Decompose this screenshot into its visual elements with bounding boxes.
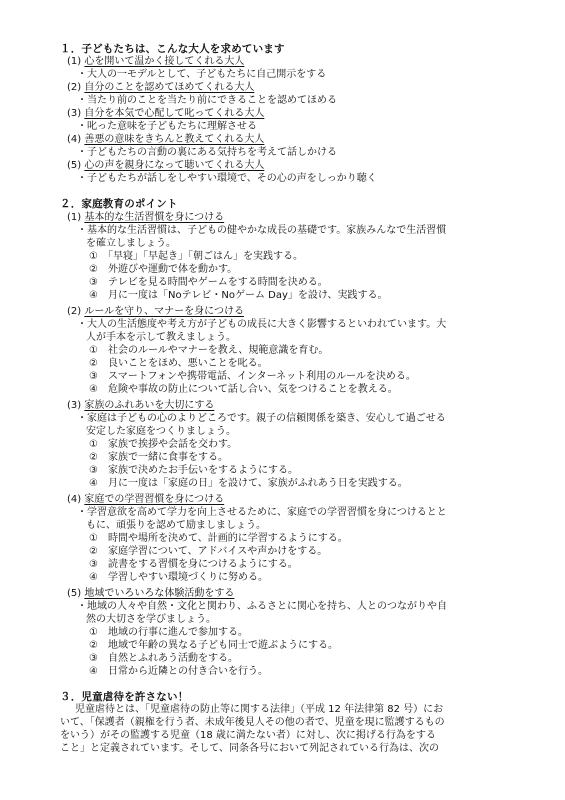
s2-item5-bullet: ・地域の人々や自然・文化と関わり、ふるさとに関心を持ち、人とのつながりや自 [77,601,447,612]
list-item: ① 地域の行事に進んで参加する。 [89,627,248,638]
paragraph-line: こと」と定義されています。そして、同条各号において列記されている行為は、次の [60,743,439,754]
list-item: ③ 自然とふれあう活動をする。 [89,653,238,664]
s1-item5-title: (5) 心の声を親身になって聴いてくれる大人 [67,160,265,171]
list-item: ① 「早寝」「早起き」「朝ごはん」を実践する。 [89,251,303,262]
list-item: ③ テレビを見る時間やゲームをする時間を決める。 [89,277,328,288]
section2-heading: ２．家庭教育のポイント [60,198,178,210]
s2-item5-title: (5) 地域でいろいろな体験活動をする [67,588,235,599]
paragraph-line: いて、「保護者（親権を行う者、未成年後見人その他の者で、児童を現に監護するもの [60,717,445,728]
s1-item4-bullet: ・子どもたちの言動の裏にある気持ちを考えて話しかける [77,147,337,158]
s1-item2-title: (2) 自分のことを認めてほめてくれる大人 [67,82,255,93]
list-item: ④ 学習しやすい環境づくりに努める。 [89,572,268,583]
s2-item3-title: (3) 家族のふれあいを大切にする [67,400,215,411]
list-item: ③ 家族で決めたお手伝いをするようにする。 [89,465,298,476]
s2-item1-title: (1) 基本的な生活習慣を身につける [67,212,225,223]
list-item: ③ 読書をする習慣を身につけるようにする。 [89,559,298,570]
s2-item4-title: (4) 家庭での学習習慣を身につける [67,494,225,505]
s1-item4-title: (4) 善悪の意味をきちんと教えてくれる大人 [67,134,265,145]
s1-item5-bullet: ・子どもたちが話しをしやすい環境で、その心の声をしっかり聴く [77,173,377,184]
s1-item3-bullet: ・叱った意味を子どもたちに理解させる [77,121,257,132]
s1-item2-bullet: ・当たり前のことを当たり前にできることを認めてほめる [77,95,337,106]
list-item: ① 社会のルールやマナーを教え、規範意識を育む。 [89,345,329,356]
s2-item1-bullet: ・基本的な生活習慣は、子どもの健やかな成長の基礎です。家族みんなで生活習慣 [77,225,447,236]
list-item: ① 家族で挨拶や会話を交わす。 [89,439,238,450]
s2-item4-bullet: ・学習意欲を高めて学力を向上させるために、家庭での学習習慣を身につけるとと [77,507,447,518]
list-item: ④ 危険や事故の防止について話し合い、気をつけることを教える。 [89,384,398,395]
s2-item1-bullet-cont: を確立しましょう。 [86,238,176,249]
list-item: ② 良いことをほめ、悪いことを叱る。 [89,358,268,369]
s2-item3-bullet-cont: 安定した家庭をつくりましょう。 [86,426,236,437]
list-item: ② 外遊びや運動で体を動かす。 [89,264,238,275]
list-item: ④ 月に一度は「Noテレビ・Noゲーム Day」を設け、実践する。 [89,290,388,301]
list-item: ③ スマートフォンや携帯電話、インターネット利用のルールを決める。 [89,371,416,382]
s2-item2-title: (2) ルールを守り、マナーを身につける [67,306,244,317]
list-item: ② 家族で一緒に食事をする。 [89,452,228,463]
paragraph-line: をいう）がその監護する児童（18 歳に満たない者）に対し、次に掲げる行為をする [60,730,436,741]
section3-heading: ３．児童虐待を許さない！ [60,691,189,703]
s1-item3-title: (3) 自分を本気で心配して叱ってくれる大人 [67,108,265,119]
s1-item1-title: (1) 心を開いて温かく接してくれる大人 [67,56,245,67]
list-item: ② 地域で年齢の異なる子ども同士で遊ぶようにする。 [89,640,338,651]
s2-item5-bullet-cont: 然の大切さを学びましょう。 [86,614,216,625]
list-item: ④ 日常から近隣との付き合いを行う。 [89,666,268,677]
section1-heading: １．子どもたちは、こんな大人を求めています [60,43,285,55]
list-item: ① 時間や場所を決めて、計画的に学習するようにする。 [89,533,348,544]
s1-item1-bullet: ・大人の一モデルとして、子どもたちに自己開示をする [77,69,327,80]
s2-item2-bullet-cont: 人が手本を示して教えましょう。 [86,332,236,343]
list-item: ② 家庭学習について、アドバイスや声かけをする。 [89,546,328,557]
s2-item3-bullet: ・家庭は子どもの心のよりどころです。親子の信頼関係を築き、安心して過ごせる [77,413,446,424]
paragraph-line: 児童虐待とは、「児童虐待の防止等に関する法律」（平成 12 年法律第 82 号）にお [75,704,444,715]
s2-item4-bullet-cont: もに、頑張りを認めて励ましましょう。 [86,520,266,531]
list-item: ④ 月に一度は「家庭の日」を設けて、家族がふれあう日を実践する。 [89,478,408,489]
s2-item2-bullet: ・大人の生活態度や考え方が子どもの成長に大きく影響するといわれています。大 [77,319,447,330]
